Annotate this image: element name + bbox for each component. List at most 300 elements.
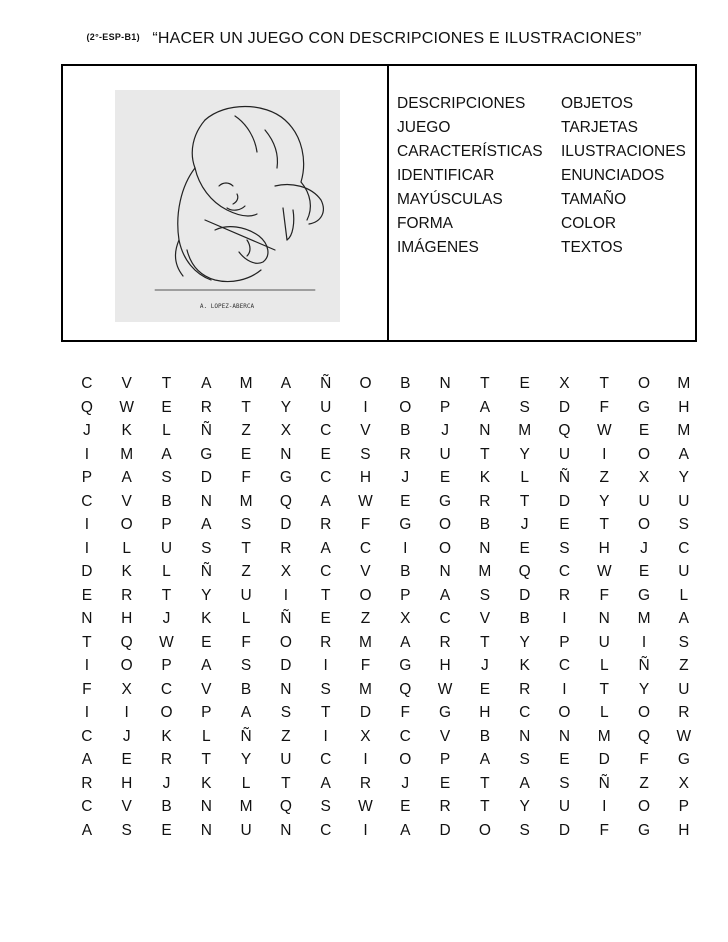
grid-letter[interactable]: S bbox=[320, 680, 331, 698]
grid-letter[interactable]: U bbox=[160, 539, 173, 557]
grid-letter[interactable]: M bbox=[359, 633, 372, 651]
grid-letter[interactable]: I bbox=[602, 798, 607, 815]
grid-letter[interactable]: T bbox=[480, 633, 490, 651]
grid-letter[interactable]: F bbox=[599, 586, 609, 604]
grid-letter[interactable]: N bbox=[280, 821, 292, 839]
grid-letter[interactable]: I bbox=[283, 586, 289, 604]
grid-letter[interactable]: S bbox=[320, 798, 331, 815]
grid-letter[interactable]: E bbox=[320, 610, 331, 627]
grid-letter[interactable]: X bbox=[638, 469, 650, 486]
grid-letter[interactable]: A bbox=[280, 375, 292, 392]
grid-letter[interactable]: L bbox=[599, 657, 609, 674]
grid-letter[interactable]: K bbox=[121, 422, 132, 439]
grid-letter[interactable]: M bbox=[239, 798, 253, 815]
grid-letter[interactable]: M bbox=[677, 375, 691, 392]
grid-letter[interactable]: N bbox=[439, 375, 451, 392]
grid-letter[interactable]: H bbox=[678, 821, 690, 839]
grid-letter[interactable]: E bbox=[121, 751, 132, 768]
grid-letter[interactable]: B bbox=[400, 375, 411, 392]
grid-letter[interactable]: Y bbox=[201, 586, 212, 604]
grid-letter[interactable]: U bbox=[558, 798, 571, 815]
grid-letter[interactable]: Z bbox=[241, 422, 251, 439]
grid-letter[interactable]: T bbox=[320, 586, 331, 604]
grid-letter[interactable]: X bbox=[400, 610, 411, 627]
grid-letter[interactable]: C bbox=[320, 422, 332, 439]
grid-letter[interactable]: E bbox=[240, 445, 252, 463]
grid-letter[interactable]: W bbox=[676, 727, 692, 745]
grid-letter[interactable]: C bbox=[359, 539, 372, 557]
grid-letter[interactable]: O bbox=[558, 704, 571, 721]
grid-letter[interactable]: M bbox=[677, 422, 691, 439]
grid-letter[interactable]: D bbox=[598, 751, 610, 768]
grid-letter[interactable]: L bbox=[162, 422, 171, 439]
grid-letter[interactable]: L bbox=[520, 469, 529, 486]
grid-letter[interactable]: Ñ bbox=[558, 469, 571, 486]
grid-letter[interactable]: L bbox=[122, 539, 131, 557]
grid-letter[interactable]: I bbox=[84, 516, 90, 533]
grid-letter[interactable]: E bbox=[519, 539, 530, 557]
grid-letter[interactable]: I bbox=[84, 657, 90, 674]
grid-letter[interactable]: R bbox=[121, 586, 133, 604]
grid-letter[interactable]: F bbox=[360, 516, 371, 533]
grid-letter[interactable]: X bbox=[559, 375, 570, 392]
grid-letter[interactable]: E bbox=[161, 398, 172, 416]
grid-letter[interactable]: F bbox=[360, 657, 371, 674]
grid-letter[interactable]: O bbox=[359, 375, 372, 392]
grid-letter[interactable]: O bbox=[638, 516, 651, 533]
grid-letter[interactable]: C bbox=[558, 563, 571, 580]
grid-letter[interactable]: T bbox=[241, 539, 251, 557]
grid-letter[interactable]: E bbox=[479, 680, 491, 698]
grid-letter[interactable]: B bbox=[400, 563, 411, 580]
grid-letter[interactable]: B bbox=[479, 727, 491, 745]
grid-letter[interactable]: D bbox=[200, 469, 212, 486]
grid-letter[interactable]: M bbox=[239, 375, 253, 392]
grid-letter[interactable]: O bbox=[279, 633, 292, 651]
grid-letter[interactable]: V bbox=[121, 375, 132, 392]
grid-letter[interactable]: Q bbox=[120, 633, 133, 651]
grid-letter[interactable]: T bbox=[82, 633, 92, 651]
grid-letter[interactable]: C bbox=[81, 798, 93, 815]
grid-letter[interactable]: E bbox=[439, 774, 451, 792]
grid-letter[interactable]: D bbox=[359, 704, 372, 721]
grid-letter[interactable]: V bbox=[121, 492, 132, 510]
grid-letter[interactable]: H bbox=[479, 704, 491, 721]
grid-letter[interactable]: G bbox=[439, 492, 452, 510]
grid-letter[interactable]: N bbox=[519, 727, 531, 745]
grid-letter[interactable]: B bbox=[161, 492, 172, 510]
grid-letter[interactable]: W bbox=[437, 680, 453, 698]
grid-letter[interactable]: E bbox=[559, 516, 570, 533]
grid-letter[interactable]: P bbox=[81, 469, 93, 486]
grid-letter[interactable]: A bbox=[320, 539, 331, 557]
grid-letter[interactable]: E bbox=[81, 586, 93, 604]
grid-letter[interactable]: M bbox=[478, 563, 492, 580]
grid-letter[interactable]: K bbox=[161, 727, 172, 745]
grid-letter[interactable]: O bbox=[120, 516, 133, 533]
grid-letter[interactable]: E bbox=[320, 445, 331, 463]
grid-letter[interactable]: D bbox=[439, 821, 451, 839]
grid-letter[interactable]: E bbox=[559, 751, 570, 768]
grid-letter[interactable]: C bbox=[678, 539, 690, 557]
grid-letter[interactable]: A bbox=[201, 375, 212, 392]
grid-letter[interactable]: P bbox=[161, 516, 172, 533]
grid-letter[interactable]: V bbox=[201, 680, 212, 698]
grid-letter[interactable]: A bbox=[121, 469, 132, 486]
grid-letter[interactable]: L bbox=[162, 563, 171, 580]
grid-letter[interactable]: A bbox=[320, 492, 331, 510]
grid-letter[interactable]: S bbox=[240, 516, 252, 533]
grid-letter[interactable]: B bbox=[161, 798, 172, 815]
grid-letter[interactable]: C bbox=[399, 727, 411, 745]
grid-letter[interactable]: I bbox=[363, 751, 368, 768]
grid-letter[interactable]: M bbox=[518, 422, 532, 439]
grid-letter[interactable]: U bbox=[678, 492, 690, 510]
grid-letter[interactable]: A bbox=[400, 633, 411, 651]
grid-letter[interactable]: F bbox=[599, 821, 609, 839]
grid-letter[interactable]: O bbox=[399, 398, 412, 416]
grid-letter[interactable]: C bbox=[81, 492, 93, 510]
grid-letter[interactable]: E bbox=[161, 821, 172, 839]
grid-letter[interactable]: V bbox=[121, 798, 132, 815]
grid-letter[interactable]: Z bbox=[639, 774, 649, 792]
grid-letter[interactable]: G bbox=[638, 586, 651, 604]
grid-letter[interactable]: R bbox=[200, 398, 212, 416]
grid-letter[interactable]: E bbox=[638, 563, 650, 580]
grid-letter[interactable]: G bbox=[200, 445, 213, 463]
grid-letter[interactable]: W bbox=[358, 798, 373, 815]
grid-letter[interactable]: O bbox=[439, 539, 452, 557]
grid-letter[interactable]: Q bbox=[638, 727, 651, 745]
grid-letter[interactable]: A bbox=[678, 445, 690, 463]
grid-letter[interactable]: L bbox=[241, 774, 251, 792]
grid-letter[interactable]: F bbox=[599, 398, 609, 416]
grid-letter[interactable]: T bbox=[480, 774, 490, 792]
grid-letter[interactable]: E bbox=[400, 492, 411, 510]
grid-letter[interactable]: A bbox=[678, 610, 690, 627]
grid-letter[interactable]: N bbox=[200, 798, 212, 815]
grid-letter[interactable]: R bbox=[439, 798, 451, 815]
grid-letter[interactable]: U bbox=[240, 821, 252, 839]
grid-letter[interactable]: T bbox=[519, 492, 530, 510]
grid-letter[interactable]: R bbox=[558, 586, 571, 604]
grid-letter[interactable]: F bbox=[639, 751, 649, 768]
grid-letter[interactable]: I bbox=[84, 704, 90, 721]
grid-letter[interactable]: O bbox=[638, 798, 651, 815]
grid-letter[interactable]: I bbox=[602, 445, 607, 463]
grid-letter[interactable]: T bbox=[241, 398, 251, 416]
grid-letter[interactable]: S bbox=[280, 704, 292, 721]
grid-letter[interactable]: Q bbox=[279, 492, 292, 510]
grid-letter[interactable]: I bbox=[562, 680, 567, 698]
grid-letter[interactable]: E bbox=[519, 375, 530, 392]
grid-letter[interactable]: R bbox=[359, 774, 372, 792]
grid-letter[interactable]: G bbox=[638, 398, 651, 416]
grid-letter[interactable]: P bbox=[439, 398, 451, 416]
grid-letter[interactable]: R bbox=[439, 633, 451, 651]
grid-letter[interactable]: C bbox=[320, 563, 332, 580]
grid-letter[interactable]: K bbox=[479, 469, 491, 486]
grid-letter[interactable]: C bbox=[81, 375, 93, 392]
grid-letter[interactable]: V bbox=[479, 610, 491, 627]
grid-letter[interactable]: U bbox=[320, 398, 332, 416]
grid-letter[interactable]: J bbox=[401, 469, 410, 486]
grid-letter[interactable]: S bbox=[161, 469, 172, 486]
grid-letter[interactable]: G bbox=[638, 821, 651, 839]
grid-letter[interactable]: S bbox=[201, 539, 212, 557]
grid-letter[interactable]: U bbox=[598, 633, 610, 651]
grid-letter[interactable]: Z bbox=[360, 610, 371, 627]
grid-letter[interactable]: S bbox=[559, 774, 570, 792]
grid-letter[interactable]: Q bbox=[279, 798, 292, 815]
grid-letter[interactable]: T bbox=[599, 375, 609, 392]
grid-letter[interactable]: N bbox=[439, 563, 451, 580]
grid-letter[interactable]: T bbox=[161, 375, 172, 392]
grid-letter[interactable]: J bbox=[480, 657, 489, 674]
grid-letter[interactable]: Y bbox=[519, 445, 530, 463]
grid-letter[interactable]: B bbox=[400, 422, 411, 439]
grid-letter[interactable]: O bbox=[399, 751, 412, 768]
grid-letter[interactable]: P bbox=[439, 751, 451, 768]
grid-letter[interactable]: N bbox=[200, 492, 212, 510]
grid-letter[interactable]: T bbox=[320, 704, 331, 721]
grid-letter[interactable]: U bbox=[678, 563, 690, 580]
grid-letter[interactable]: Ñ bbox=[638, 657, 650, 674]
grid-letter[interactable]: U bbox=[558, 445, 571, 463]
grid-letter[interactable]: R bbox=[280, 539, 292, 557]
grid-letter[interactable]: A bbox=[519, 774, 530, 792]
grid-letter[interactable]: D bbox=[280, 657, 292, 674]
grid-letter[interactable]: D bbox=[280, 516, 292, 533]
grid-letter[interactable]: J bbox=[401, 774, 410, 792]
grid-letter[interactable]: Y bbox=[240, 751, 252, 768]
grid-letter[interactable]: X bbox=[678, 774, 690, 792]
grid-letter[interactable]: T bbox=[201, 751, 212, 768]
grid-letter[interactable]: X bbox=[121, 680, 132, 698]
grid-letter[interactable]: A bbox=[81, 821, 93, 839]
grid-letter[interactable]: Ñ bbox=[280, 610, 292, 627]
grid-letter[interactable]: E bbox=[638, 422, 650, 439]
grid-letter[interactable]: A bbox=[479, 398, 491, 416]
grid-letter[interactable]: H bbox=[121, 610, 133, 627]
grid-letter[interactable]: Z bbox=[679, 657, 689, 674]
grid-letter[interactable]: A bbox=[201, 516, 212, 533]
grid-letter[interactable]: R bbox=[399, 445, 411, 463]
grid-letter[interactable]: D bbox=[519, 586, 531, 604]
grid-letter[interactable]: S bbox=[519, 821, 530, 839]
grid-letter[interactable]: A bbox=[161, 445, 172, 463]
grid-letter[interactable]: A bbox=[400, 821, 411, 839]
grid-letter[interactable]: C bbox=[160, 680, 173, 698]
grid-letter[interactable]: J bbox=[83, 422, 91, 439]
grid-letter[interactable]: T bbox=[281, 774, 291, 792]
grid-letter[interactable]: D bbox=[558, 492, 571, 510]
grid-letter[interactable]: T bbox=[599, 516, 609, 533]
grid-letter[interactable]: A bbox=[81, 751, 93, 768]
grid-letter[interactable]: T bbox=[161, 586, 172, 604]
grid-letter[interactable]: C bbox=[439, 610, 451, 627]
grid-letter[interactable]: Y bbox=[519, 633, 530, 651]
grid-letter[interactable]: J bbox=[441, 422, 449, 439]
grid-letter[interactable]: S bbox=[121, 821, 132, 839]
grid-letter[interactable]: X bbox=[280, 563, 292, 580]
grid-letter[interactable]: C bbox=[320, 821, 332, 839]
grid-letter[interactable]: T bbox=[480, 445, 490, 463]
grid-letter[interactable]: Ñ bbox=[320, 375, 332, 392]
grid-letter[interactable]: R bbox=[678, 704, 690, 721]
grid-letter[interactable]: M bbox=[637, 610, 651, 627]
grid-letter[interactable]: C bbox=[558, 657, 571, 674]
grid-letter[interactable]: N bbox=[598, 610, 610, 627]
grid-letter[interactable]: V bbox=[360, 422, 371, 439]
grid-letter[interactable]: B bbox=[479, 516, 491, 533]
grid-letter[interactable]: M bbox=[239, 492, 253, 510]
grid-letter[interactable]: N bbox=[558, 727, 571, 745]
grid-letter[interactable]: Ñ bbox=[598, 774, 610, 792]
grid-letter[interactable]: R bbox=[160, 751, 173, 768]
grid-letter[interactable]: S bbox=[240, 657, 252, 674]
grid-letter[interactable]: W bbox=[119, 398, 135, 416]
grid-letter[interactable]: T bbox=[599, 680, 609, 698]
grid-letter[interactable]: F bbox=[82, 680, 92, 698]
grid-letter[interactable]: O bbox=[359, 586, 372, 604]
grid-letter[interactable]: J bbox=[162, 610, 171, 627]
grid-letter[interactable]: J bbox=[162, 774, 171, 792]
grid-letter[interactable]: R bbox=[81, 774, 93, 792]
grid-letter[interactable]: H bbox=[359, 469, 372, 486]
grid-letter[interactable]: S bbox=[519, 398, 530, 416]
grid-letter[interactable]: Z bbox=[281, 727, 291, 745]
grid-letter[interactable]: P bbox=[678, 798, 690, 815]
grid-letter[interactable]: G bbox=[279, 469, 292, 486]
grid-letter[interactable]: T bbox=[480, 798, 490, 815]
grid-letter[interactable]: G bbox=[677, 751, 690, 768]
grid-letter[interactable]: C bbox=[519, 704, 531, 721]
grid-letter[interactable]: U bbox=[678, 680, 690, 698]
grid-letter[interactable]: V bbox=[439, 727, 451, 745]
grid-letter[interactable]: O bbox=[439, 516, 452, 533]
grid-letter[interactable]: U bbox=[439, 445, 451, 463]
grid-letter[interactable]: H bbox=[439, 657, 451, 674]
grid-letter[interactable]: Ñ bbox=[200, 563, 212, 580]
grid-letter[interactable]: O bbox=[478, 821, 491, 839]
grid-letter[interactable]: E bbox=[400, 798, 411, 815]
grid-letter[interactable]: A bbox=[439, 586, 451, 604]
grid-letter[interactable]: Z bbox=[599, 469, 609, 486]
grid-letter[interactable]: M bbox=[359, 680, 372, 698]
grid-letter[interactable]: Ñ bbox=[200, 422, 212, 439]
grid-letter[interactable]: C bbox=[320, 469, 332, 486]
grid-letter[interactable]: P bbox=[201, 704, 212, 721]
grid-letter[interactable]: G bbox=[399, 516, 412, 533]
grid-letter[interactable]: H bbox=[121, 774, 133, 792]
grid-letter[interactable]: Q bbox=[558, 422, 571, 439]
grid-letter[interactable]: L bbox=[201, 727, 211, 745]
grid-letter[interactable]: D bbox=[81, 563, 93, 580]
grid-letter[interactable]: S bbox=[519, 751, 530, 768]
grid-letter[interactable]: J bbox=[122, 727, 131, 745]
grid-letter[interactable]: A bbox=[320, 774, 331, 792]
grid-letter[interactable]: L bbox=[679, 586, 689, 604]
grid-letter[interactable]: H bbox=[598, 539, 610, 557]
grid-letter[interactable]: K bbox=[201, 610, 212, 627]
grid-letter[interactable]: S bbox=[678, 633, 690, 651]
grid-letter[interactable]: J bbox=[640, 539, 648, 557]
grid-letter[interactable]: C bbox=[81, 727, 93, 745]
grid-letter[interactable]: R bbox=[479, 492, 491, 510]
grid-letter[interactable]: A bbox=[201, 657, 212, 674]
grid-letter[interactable]: Ñ bbox=[240, 727, 252, 745]
grid-letter[interactable]: P bbox=[400, 586, 411, 604]
grid-letter[interactable]: Y bbox=[678, 469, 690, 486]
grid-letter[interactable]: G bbox=[439, 704, 452, 721]
grid-letter[interactable]: M bbox=[597, 727, 611, 745]
grid-letter[interactable]: W bbox=[596, 422, 612, 439]
grid-letter[interactable]: X bbox=[360, 727, 371, 745]
grid-letter[interactable]: R bbox=[320, 516, 332, 533]
grid-letter[interactable]: E bbox=[439, 469, 451, 486]
grid-letter[interactable]: X bbox=[280, 422, 292, 439]
grid-letter[interactable]: I bbox=[363, 821, 368, 839]
grid-letter[interactable]: R bbox=[320, 633, 332, 651]
grid-letter[interactable]: N bbox=[200, 821, 212, 839]
grid-letter[interactable]: K bbox=[121, 563, 132, 580]
grid-letter[interactable]: I bbox=[84, 539, 90, 557]
grid-letter[interactable]: P bbox=[161, 657, 172, 674]
grid-letter[interactable]: L bbox=[599, 704, 609, 721]
grid-letter[interactable]: P bbox=[559, 633, 570, 651]
grid-letter[interactable]: E bbox=[201, 633, 212, 651]
grid-letter[interactable]: W bbox=[358, 492, 373, 510]
grid-letter[interactable]: K bbox=[519, 657, 530, 674]
grid-letter[interactable]: M bbox=[120, 445, 134, 463]
grid-letter[interactable]: S bbox=[479, 586, 491, 604]
grid-letter[interactable]: D bbox=[558, 821, 571, 839]
grid-letter[interactable]: U bbox=[638, 492, 650, 510]
grid-letter[interactable]: F bbox=[241, 469, 251, 486]
grid-letter[interactable]: Z bbox=[241, 563, 251, 580]
grid-letter[interactable]: O bbox=[638, 445, 651, 463]
grid-letter[interactable]: O bbox=[160, 704, 173, 721]
grid-letter[interactable]: D bbox=[558, 398, 571, 416]
grid-letter[interactable]: I bbox=[363, 398, 368, 416]
grid-letter[interactable]: T bbox=[480, 375, 490, 392]
grid-letter[interactable]: S bbox=[360, 445, 371, 463]
grid-letter[interactable]: K bbox=[201, 774, 212, 792]
grid-letter[interactable]: A bbox=[479, 751, 491, 768]
grid-letter[interactable]: J bbox=[520, 516, 529, 533]
grid-letter[interactable]: I bbox=[641, 633, 647, 651]
grid-letter[interactable]: S bbox=[678, 516, 690, 533]
grid-letter[interactable]: W bbox=[596, 563, 612, 580]
grid-letter[interactable]: Y bbox=[519, 798, 530, 815]
grid-letter[interactable]: Q bbox=[518, 563, 531, 580]
grid-letter[interactable]: W bbox=[159, 633, 174, 651]
grid-letter[interactable]: R bbox=[519, 680, 531, 698]
grid-letter[interactable]: O bbox=[638, 375, 651, 392]
grid-letter[interactable]: Q bbox=[80, 398, 93, 416]
grid-letter[interactable]: G bbox=[399, 657, 412, 674]
grid-letter[interactable]: S bbox=[559, 539, 570, 557]
grid-letter[interactable]: B bbox=[240, 680, 252, 698]
grid-letter[interactable]: N bbox=[81, 610, 93, 627]
grid-letter[interactable]: C bbox=[320, 751, 332, 768]
grid-letter[interactable]: I bbox=[323, 657, 328, 674]
grid-letter[interactable]: V bbox=[360, 563, 371, 580]
grid-letter[interactable]: N bbox=[479, 539, 491, 557]
grid-letter[interactable]: Y bbox=[280, 398, 292, 416]
grid-letter[interactable]: B bbox=[519, 610, 530, 627]
